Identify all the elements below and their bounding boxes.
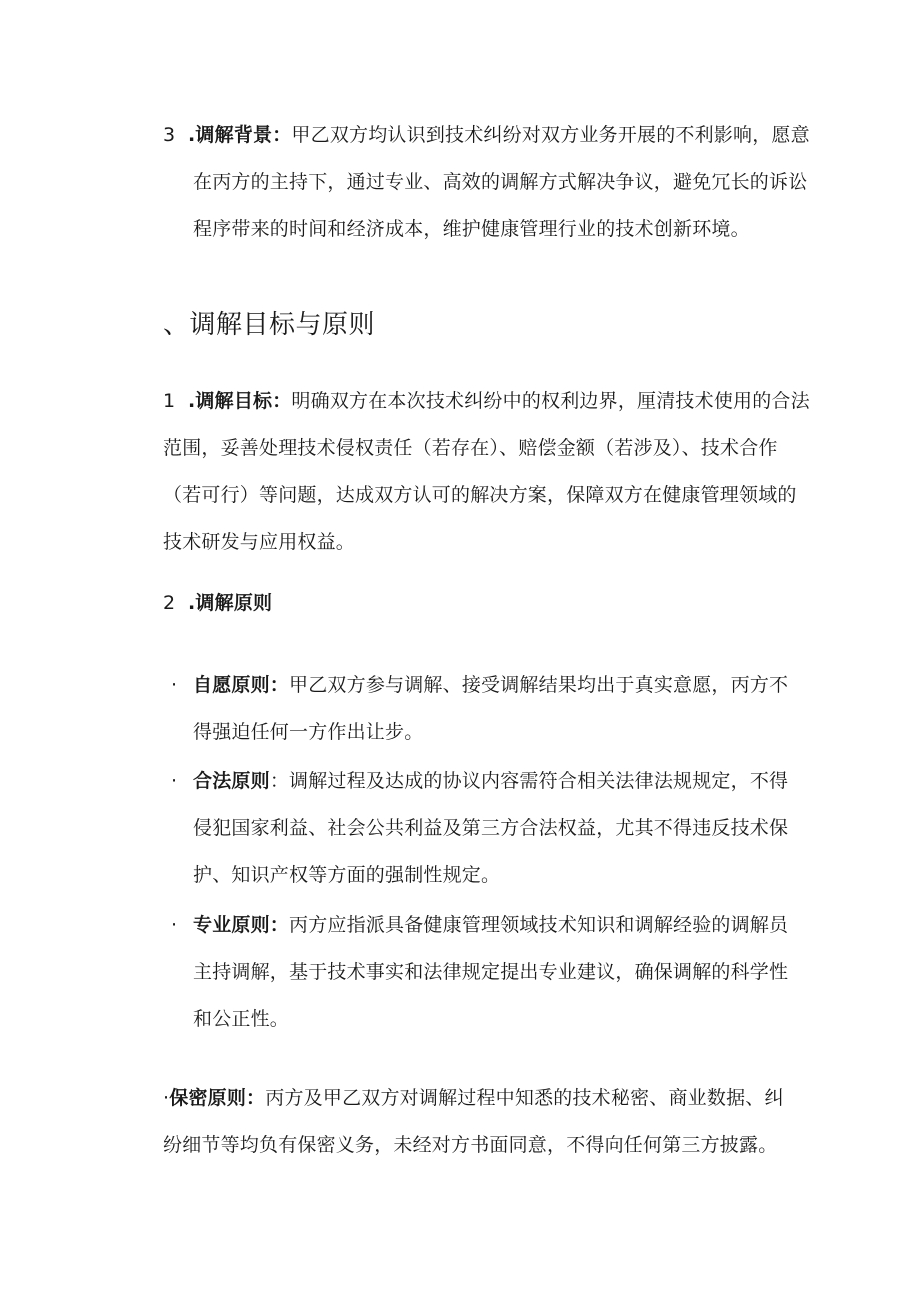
background-line-1 xyxy=(188,112,810,159)
goal-line-3: （若可行）等问题，达成双方认可的解决方案，保障双方在健康管理领域的 xyxy=(163,484,797,506)
goal-line-1 xyxy=(188,378,810,425)
background-line-3: 程序带来的时间和经济成本，维护健康管理行业的技术创新环境。 xyxy=(193,218,750,240)
section-heading: 、调解目标与原则 xyxy=(163,310,376,340)
principle-line-3: 和公正性。 xyxy=(193,1008,290,1030)
principle-title: 专业原则： xyxy=(193,914,290,936)
principle-line-1 xyxy=(193,902,788,949)
bullet: · xyxy=(171,770,178,792)
goal-line-2: 范围，妥善处理技术侵权责任（若存在）、赔偿金额（若涉及）、技术合作 xyxy=(163,437,778,459)
principle-line-1 xyxy=(163,1075,784,1122)
background-line-2: 在丙方的主持下，通过专业、高效的调解方式解决争议，避免冗长的诉讼 xyxy=(193,171,808,193)
bullet: · xyxy=(171,914,178,936)
principles-label: .调解原则 xyxy=(188,592,273,614)
bullet: · xyxy=(171,674,178,696)
principle-text: 甲乙双方参与调解、接受调解结果均出于真实意愿，丙方不 xyxy=(289,674,789,696)
principle-title: 保密原则： xyxy=(169,1087,266,1109)
goal-line-4: 技术研发与应用权益。 xyxy=(163,531,356,553)
principle-line-1 xyxy=(193,662,788,709)
principle-line-3: 护、知识产权等方面的强制性规定。 xyxy=(193,864,501,886)
bullet: · xyxy=(163,1087,170,1109)
principle-title: 自愿原则： xyxy=(193,674,290,696)
goal-text-1: 明确双方在本次技术纠纷中的权利边界，厘清技术使用的合法 xyxy=(291,390,810,412)
principle-line-2: 纷细节等均负有保密义务，未经对方书面同意，不得向任何第三方披露。 xyxy=(163,1134,778,1156)
background-label: .调解背景： xyxy=(188,124,292,146)
principles-number: 2 xyxy=(163,592,176,614)
principle-separator: ： xyxy=(269,770,290,792)
principle-line-2: 主持调解，基于技术事实和法律规定提出专业建议，确保调解的科学性 xyxy=(193,961,789,983)
principle-text: 丙方应指派具备健康管理领域技术知识和调解经验的调解员 xyxy=(289,914,789,936)
principle-text: 调解过程及达成的协议内容需符合相关法律法规规定，不得 xyxy=(289,770,789,792)
background-text-1: 甲乙双方均认识到技术纠纷对双方业务开展的不利影响，愿意 xyxy=(291,124,810,146)
principle-line-2: 侵犯国家利益、社会公共利益及第三方合法权益，尤其不得违反技术保 xyxy=(193,817,789,839)
goal-label: .调解目标： xyxy=(188,390,292,412)
principle-text: 丙方及甲乙双方对调解过程中知悉的技术秘密、商业数据、纠 xyxy=(265,1087,784,1109)
principle-line-1 xyxy=(193,758,788,805)
goal-number: 1 xyxy=(163,390,176,412)
section-number: 3 xyxy=(163,124,176,146)
principle-line-2: 得强迫任何一方作出让步。 xyxy=(193,721,424,743)
principle-title: 合法原则 xyxy=(193,770,270,792)
